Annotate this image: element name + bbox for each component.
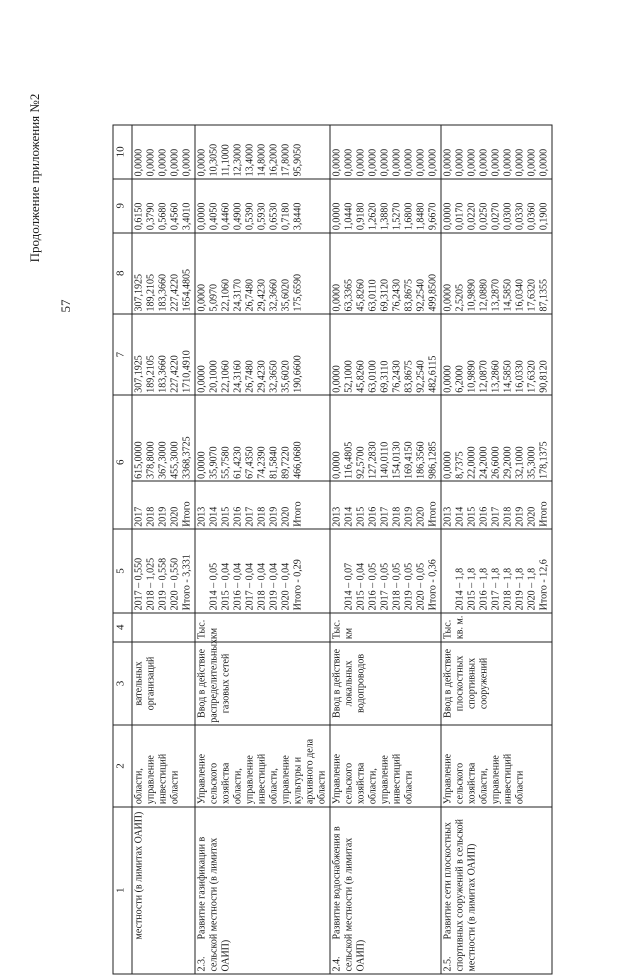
target-values-cell-line: 2014 – 1,8: [454, 567, 466, 611]
activity-number: 2.3.: [196, 956, 208, 972]
activity-name: местности (в лимитах ОАИП): [133, 811, 145, 940]
year-cell-line: 2020: [280, 506, 292, 527]
col7-amount-cell-line: 69,3110: [379, 360, 391, 393]
year-cell-line: 2016: [232, 506, 244, 527]
col-header-1: 1: [113, 807, 132, 974]
target-values-cell-line: 2017 – 0,04: [244, 562, 256, 611]
executor-cell: Управление сельского хозяйства области, управление инвестиций области: [441, 725, 552, 806]
total-amount-cell-line: 140,0110: [379, 441, 391, 479]
total-amount-cell-line: 22,0000: [466, 446, 478, 479]
target-values-cell-line: 2020 – 0,550: [169, 557, 181, 611]
col8-amount-cell-line: 45,8260: [355, 278, 367, 312]
col9-amount-cell-line: 0,5680: [157, 202, 169, 231]
col8-amount-cell-line: 12,0880: [478, 278, 490, 312]
total-amount-cell-line: 116,4805: [343, 441, 355, 479]
year-cell-line: 2014: [454, 506, 466, 527]
total-amount-cell-line: 24,2000: [478, 446, 490, 479]
col7-amount-cell-line: 63,0100: [367, 360, 379, 393]
target-values-cell-line: Итого - 3,331: [181, 554, 193, 611]
col7-amount-cell-line: 22,1060: [220, 360, 232, 393]
year-cell-line: 2016: [367, 506, 379, 527]
year-cell-line: 2015: [220, 506, 232, 527]
unit-cell: Тыс. км: [195, 613, 330, 642]
target-values-cell-line: 2017 – 0,550: [133, 557, 145, 611]
col10-amount-cell-line: 0,0000: [355, 148, 367, 177]
col9-amount-cell-line: 0,7180: [280, 202, 292, 231]
executor-cell: Управление сельского хозяйства области, управление инвестиций области, управление культуры и архивного дела области: [195, 725, 330, 806]
activity-name-cell: [441, 807, 552, 974]
unit-cell: [132, 613, 195, 642]
col8-amount-cell-line: 1654,4805: [181, 268, 193, 312]
col10-amount-cell-line: 0,0000: [442, 148, 454, 177]
target-values-cell-line: 2019 – 0,05: [403, 562, 415, 611]
col9-amount-cell-line: 1,3880: [379, 202, 391, 231]
table-row: [330, 125, 441, 974]
col8-amount-cell-line: 92,2540: [415, 278, 427, 312]
total-amount-cell-line: 3368,3725: [181, 436, 193, 479]
total-amount-cell-line: 26,6000: [490, 446, 502, 479]
col10-amount-cell-line: 12,3000: [232, 143, 244, 177]
table-row: [132, 125, 195, 974]
year-cell-line: 2016: [478, 506, 490, 527]
col8-amount-cell-line: 22,1060: [220, 278, 232, 312]
year-cell-line: 2020: [169, 506, 181, 527]
col10-amount-cell-line: 13,4000: [244, 143, 256, 177]
col9-amount-cell: [330, 179, 441, 233]
col7-amount-cell-line: 92,2540: [415, 360, 427, 393]
year-cell: [441, 481, 552, 529]
col9-amount-cell-line: 3,8440: [292, 202, 304, 231]
target-values-cell-line: Итого - 0,29: [292, 559, 304, 611]
col9-amount-cell-line: 0,0250: [478, 202, 490, 231]
col9-amount-cell-line: 0,4050: [208, 202, 220, 231]
target-values-cell-line: 2018 – 1,025: [145, 557, 157, 611]
total-amount-cell-line: 378,8000: [145, 441, 157, 479]
target-values-cell-line: Итого - 0,36: [427, 559, 439, 611]
col7-amount-cell: [330, 314, 441, 395]
col9-amount-cell-line: 0,0170: [454, 202, 466, 231]
col7-amount-cell-line: 24,3160: [232, 360, 244, 393]
col9-amount-cell-line: 9,6670: [427, 202, 439, 231]
col10-amount-cell-line: 0,0000: [181, 148, 193, 177]
year-cell-line: 2019: [403, 506, 415, 527]
executor-cell: области, управление инвестиций области: [132, 725, 195, 806]
col8-amount-cell-line: 13,2870: [490, 278, 502, 312]
total-amount-cell-line: 32,1000: [514, 446, 526, 479]
col9-amount-cell-line: 0,0000: [331, 202, 343, 231]
activity-name-cell: [330, 807, 441, 974]
col9-amount-cell-line: 0,0300: [502, 202, 514, 231]
col8-amount-cell-line: 83,8675: [403, 278, 415, 312]
col7-amount-cell-line: 0,0000: [442, 365, 454, 393]
col10-amount-cell: [132, 125, 195, 179]
target-values-cell: [195, 529, 330, 613]
col9-amount-cell: [441, 179, 552, 233]
year-cell-line: Итого: [538, 501, 550, 527]
col10-amount-cell: [330, 125, 441, 179]
total-amount-cell-line: 0,0000: [442, 451, 454, 479]
col7-amount-cell-line: 12,0870: [478, 360, 490, 393]
col8-amount-cell-line: 35,6020: [280, 278, 292, 312]
col8-amount-cell-line: 14,5850: [502, 278, 514, 312]
activity-number: 2.4.: [331, 956, 343, 972]
col10-amount-cell-line: 0,0000: [133, 148, 145, 177]
col7-amount-cell-line: 17,6320: [526, 360, 538, 393]
total-amount-cell-line: 0,0000: [196, 451, 208, 479]
col10-amount-cell-line: 0,0000: [403, 148, 415, 177]
col7-amount-cell-line: 482,6115: [427, 355, 439, 393]
activity-number: 2.5.: [442, 956, 454, 972]
target-values-cell-line: 2016 – 0,05: [367, 562, 379, 611]
col7-amount-cell-line: 45,8260: [355, 360, 367, 393]
col8-amount-cell: [441, 233, 552, 314]
year-cell-line: Итого: [181, 501, 193, 527]
col10-amount-cell-line: 0,0000: [538, 148, 550, 177]
col9-amount-cell-line: 0,6150: [133, 202, 145, 231]
target-values-cell-line: 2015 – 0,04: [220, 562, 232, 611]
col9-amount-cell-line: 0,0270: [490, 202, 502, 231]
col8-amount-cell-line: 307,1925: [133, 273, 145, 312]
year-cell-line: 2018: [391, 506, 403, 527]
year-cell-line: 2017: [244, 506, 256, 527]
total-amount-cell: [441, 395, 552, 481]
year-cell-line: 2017: [133, 506, 145, 527]
col10-amount-cell-line: 17,8000: [280, 143, 292, 177]
col10-amount-cell-line: 0,0000: [391, 148, 403, 177]
year-cell-line: 2020: [526, 506, 538, 527]
col7-amount-cell-line: 6,2000: [454, 365, 466, 393]
total-amount-cell-line: 367,3000: [157, 441, 169, 479]
activity-name-cell: [195, 807, 330, 974]
col9-amount-cell-line: 0,5930: [256, 202, 268, 231]
col10-amount-cell-line: 0,0000: [454, 148, 466, 177]
col9-amount-cell-line: 0,0000: [196, 202, 208, 231]
col9-amount-cell: [195, 179, 330, 233]
col10-amount-cell-line: 0,0000: [415, 148, 427, 177]
total-amount-cell-line: 455,3000: [169, 441, 181, 479]
col8-amount-cell-line: 69,3120: [379, 278, 391, 312]
col7-amount-cell-line: 0,0000: [331, 365, 343, 393]
col8-amount-cell-line: 16,0340: [514, 278, 526, 312]
col10-amount-cell-line: 95,9050: [292, 143, 304, 177]
total-amount-cell-line: 89,7220: [280, 446, 292, 479]
table-body: [132, 125, 552, 974]
col9-amount-cell-line: 0,5390: [244, 202, 256, 231]
col-header-9: 9: [113, 179, 132, 233]
year-cell-line: 2015: [355, 506, 367, 527]
col8-amount-cell-line: 2,5205: [454, 283, 466, 312]
col7-amount-cell-line: 190,6600: [292, 355, 304, 393]
target-values-cell-line: 2017 – 0,05: [379, 562, 391, 611]
col10-amount-cell-line: 0,0000: [478, 148, 490, 177]
total-amount-cell-line: 169,4150: [403, 441, 415, 479]
target-values-cell-line: 2018 – 0,05: [391, 562, 403, 611]
year-cell-line: 2020: [415, 506, 427, 527]
year-cell-line: Итого: [292, 501, 304, 527]
col9-amount-cell-line: 1,2620: [367, 202, 379, 231]
activity-name: Развитие газификации в сельской местности (в лимитах ОАИП): [196, 836, 232, 972]
rotated-table-container: [113, 125, 638, 975]
program-activities-table: [113, 125, 553, 975]
col9-amount-cell-line: 0,1900: [538, 202, 550, 231]
target-values-cell-line: 2019 – 0,558: [157, 557, 169, 611]
col7-amount-cell-line: 227,4220: [169, 355, 181, 393]
col8-amount-cell-line: 29,4230: [256, 278, 268, 312]
col-header-4: 4: [113, 613, 132, 642]
year-cell-line: 2018: [502, 506, 514, 527]
col9-amount-cell-line: 1,0440: [343, 202, 355, 231]
appendix-caption: Продолжение приложения №2: [27, 93, 42, 263]
col10-amount-cell-line: 0,0000: [169, 148, 181, 177]
col9-amount-cell-line: 1,6800: [403, 202, 415, 231]
col7-amount-cell-line: 189,2105: [145, 355, 157, 393]
total-amount-cell-line: 986,1285: [427, 441, 439, 479]
col10-amount-cell-line: 0,0000: [466, 148, 478, 177]
col9-amount-cell-line: 0,0220: [466, 202, 478, 231]
col8-amount-cell-line: 17,6320: [526, 278, 538, 312]
col7-amount-cell: [195, 314, 330, 395]
year-cell-line: 2013: [196, 506, 208, 527]
col9-amount-cell-line: 0,0330: [514, 202, 526, 231]
table-header: [113, 125, 132, 974]
total-amount-cell-line: 81,5840: [268, 446, 280, 479]
target-values-cell-line: 2014 – 0,07: [343, 562, 355, 611]
target-values-cell-line: Итого - 12,6: [538, 559, 550, 611]
year-cell-line: 2017: [490, 506, 502, 527]
year-cell-line: 2013: [331, 506, 343, 527]
col8-amount-cell: [330, 233, 441, 314]
year-cell: [195, 481, 330, 529]
col-header-6: 6: [113, 395, 132, 529]
col10-amount-cell-line: 11,1000: [220, 144, 232, 177]
year-cell-line: 2018: [145, 506, 157, 527]
total-amount-cell: [195, 395, 330, 481]
year-cell-line: 2015: [466, 506, 478, 527]
col9-amount-cell-line: 0,0000: [442, 202, 454, 231]
col10-amount-cell-line: 0,0000: [157, 148, 169, 177]
col10-amount-cell-line: 0,0000: [514, 148, 526, 177]
total-amount-cell-line: 29,2000: [502, 446, 514, 479]
total-amount-cell-line: 127,2830: [367, 441, 379, 479]
col-header-10: 10: [113, 125, 132, 179]
total-amount-cell-line: 92,5700: [355, 446, 367, 479]
col7-amount-cell-line: 1710,4910: [181, 350, 193, 393]
col9-amount-cell-line: 0,3790: [145, 202, 157, 231]
total-amount-cell-line: 154,0130: [391, 441, 403, 479]
col10-amount-cell-line: 0,0000: [427, 148, 439, 177]
col8-amount-cell-line: 0,0000: [442, 283, 454, 312]
col10-amount-cell-line: 0,0000: [379, 148, 391, 177]
col8-amount-cell-line: 10,9890: [466, 278, 478, 312]
col10-amount-cell-line: 10,3050: [208, 143, 220, 177]
target-values-cell-line: 2020 – 0,04: [280, 562, 292, 611]
col10-amount-cell: [441, 125, 552, 179]
col7-amount-cell-line: 16,0330: [514, 360, 526, 393]
col8-amount-cell-line: 87,1355: [538, 278, 550, 312]
col8-amount-cell-line: 227,4220: [169, 273, 181, 312]
col7-amount-cell-line: 32,3650: [268, 360, 280, 393]
total-amount-cell-line: 67,4350: [244, 446, 256, 479]
col8-amount-cell-line: 0,0000: [331, 283, 343, 312]
col-header-3: 3: [113, 642, 132, 726]
unit-cell: Тыс. км: [330, 613, 441, 642]
target-values-cell-line: [443, 532, 455, 611]
year-cell-line: 2014: [343, 506, 355, 527]
target-values-cell-line: 2015 – 0,04: [355, 562, 367, 611]
col10-amount-cell-line: 0,0000: [145, 148, 157, 177]
indicator-cell: Ввод в действие локальных водопроводов: [330, 642, 441, 726]
col8-amount-cell-line: 189,2105: [145, 273, 157, 312]
col7-amount-cell-line: 90,8120: [538, 360, 550, 393]
total-amount-cell-line: 8,7375: [454, 451, 466, 479]
year-cell: [132, 481, 195, 529]
col8-amount-cell-line: 5,0970: [208, 283, 220, 312]
col-header-2: 2: [113, 725, 132, 806]
target-values-cell-line: 2018 – 0,04: [256, 562, 268, 611]
col7-amount-cell-line: 52,1000: [343, 360, 355, 393]
col8-amount-cell-line: 63,0110: [367, 279, 379, 312]
col9-amount-cell-line: 0,4460: [220, 202, 232, 231]
col7-amount-cell-line: 10,9890: [466, 360, 478, 393]
col7-amount-cell-line: 0,0000: [196, 365, 208, 393]
col-header-8: 8: [113, 233, 132, 314]
col7-amount-cell-line: 307,1925: [133, 355, 145, 393]
unit-cell: Тыс. кв. м.: [441, 613, 552, 642]
total-amount-cell-line: 466,0680: [292, 441, 304, 479]
col7-amount-cell-line: 13,2860: [490, 360, 502, 393]
col8-amount-cell-line: 32,3660: [268, 278, 280, 312]
total-amount-cell-line: 615,0000: [133, 441, 145, 479]
col8-amount-cell: [195, 233, 330, 314]
total-amount-cell-line: 55,7580: [220, 446, 232, 479]
col8-amount-cell-line: 183,3660: [157, 273, 169, 312]
col9-amount-cell-line: 3,4010: [181, 202, 193, 231]
target-values-cell-line: 2014 – 0,05: [208, 562, 220, 611]
target-values-cell-line: 2016 – 0,04: [232, 562, 244, 611]
total-amount-cell: [330, 395, 441, 481]
col10-amount-cell-line: 0,0000: [331, 148, 343, 177]
total-amount-cell-line: 74,2390: [256, 446, 268, 479]
page-number: 57: [58, 299, 73, 313]
target-values-cell: [330, 529, 441, 613]
col10-amount-cell-line: 0,0000: [490, 148, 502, 177]
col10-amount-cell-line: 0,0000: [502, 148, 514, 177]
col10-amount-cell-line: 0,0000: [196, 148, 208, 177]
col-header-5: 5: [113, 529, 132, 613]
col9-amount-cell-line: 1,8480: [415, 202, 427, 231]
target-values-cell-line: [332, 532, 344, 611]
total-amount-cell: [132, 395, 195, 481]
total-amount-cell-line: 186,3560: [415, 441, 427, 479]
col9-amount-cell-line: 0,6530: [268, 202, 280, 231]
activity-name-cell: [132, 807, 195, 974]
year-cell-line: Итого: [427, 501, 439, 527]
target-values-cell-line: 2015 – 1,8: [466, 567, 478, 611]
col7-amount-cell: [132, 314, 195, 395]
col9-amount-cell-line: 0,4900: [232, 202, 244, 231]
col10-amount-cell-line: 0,0000: [367, 148, 379, 177]
executor-cell: Управление сельского хозяйства области, управление инвестиций области: [330, 725, 441, 806]
col-header-7: 7: [113, 314, 132, 395]
col10-amount-cell-line: 14,8000: [256, 143, 268, 177]
year-cell-line: 2013: [442, 506, 454, 527]
col7-amount-cell-line: 76,2430: [391, 360, 403, 393]
year-cell-line: 2014: [208, 506, 220, 527]
year-cell-line: 2018: [256, 506, 268, 527]
col10-amount-cell-line: 0,0000: [526, 148, 538, 177]
col7-amount-cell-line: 83,8675: [403, 360, 415, 393]
col9-amount-cell-line: 0,0360: [526, 202, 538, 231]
indicator-cell: Ввод в действие распределительных газовых сетей: [195, 642, 330, 726]
activity-name: Развитие сети плоскостных спортивных сооружений в сельской местности (в лимитах ОАИП): [442, 818, 478, 972]
year-cell-line: 2019: [268, 506, 280, 527]
year-cell-line: 2019: [157, 506, 169, 527]
table-row: [195, 125, 330, 974]
col7-amount-cell: [441, 314, 552, 395]
col8-amount-cell-line: 76,2430: [391, 278, 403, 312]
col8-amount-cell-line: 499,8500: [427, 273, 439, 312]
col9-amount-cell-line: 0,4560: [169, 202, 181, 231]
target-values-cell-line: 2020 – 0,05: [415, 562, 427, 611]
total-amount-cell-line: 35,9070: [208, 446, 220, 479]
col8-amount-cell-line: 24,3170: [232, 278, 244, 312]
total-amount-cell-line: 0,0000: [331, 451, 343, 479]
target-values-cell-line: 2016 – 1,8: [478, 567, 490, 611]
col7-amount-cell-line: 29,4230: [256, 360, 268, 393]
target-values-cell-line: 2019 – 0,04: [268, 562, 280, 611]
target-values-cell-line: 2019 – 1,8: [514, 567, 526, 611]
year-cell-line: 2019: [514, 506, 526, 527]
col7-amount-cell-line: 14,5850: [502, 360, 514, 393]
total-amount-cell-line: 61,4230: [232, 446, 244, 479]
activity-name: Развитие водоснабжения в сельской местности (в лимитах ОАИП): [331, 826, 367, 972]
target-values-cell-line: 2017 – 1,8: [490, 567, 502, 611]
col9-amount-cell: [132, 179, 195, 233]
target-values-cell-line: [197, 532, 209, 611]
col8-amount-cell: [132, 233, 195, 314]
total-amount-cell-line: 178,1375: [538, 441, 550, 479]
indicator-cell: Ввод в действие плоскостных спортивных сооружений: [441, 642, 552, 726]
col8-amount-cell-line: 63,3365: [343, 278, 355, 312]
table-row: [441, 125, 552, 974]
col9-amount-cell-line: 1,5270: [391, 202, 403, 231]
col10-amount-cell: [195, 125, 330, 179]
target-values-cell: [132, 529, 195, 613]
col10-amount-cell-line: 16,2000: [268, 143, 280, 177]
target-values-cell-line: 2020 – 1,8: [526, 567, 538, 611]
col8-amount-cell-line: 175,6590: [292, 273, 304, 312]
col7-amount-cell-line: 26,7480: [244, 360, 256, 393]
target-values-cell: [441, 529, 552, 613]
col9-amount-cell-line: 0,9180: [355, 202, 367, 231]
col10-amount-cell-line: 0,0000: [343, 148, 355, 177]
total-amount-cell-line: 35,3000: [526, 446, 538, 479]
col8-amount-cell-line: 26,7480: [244, 278, 256, 312]
col7-amount-cell-line: 183,3660: [157, 355, 169, 393]
col7-amount-cell-line: 20,1000: [208, 360, 220, 393]
target-values-cell-line: 2018 – 1,8: [502, 567, 514, 611]
col7-amount-cell-line: 35,6020: [280, 360, 292, 393]
col8-amount-cell-line: 0,0000: [196, 283, 208, 312]
year-cell-line: 2017: [379, 506, 391, 527]
indicator-cell: вательных организаций: [132, 642, 195, 726]
year-cell: [330, 481, 441, 529]
